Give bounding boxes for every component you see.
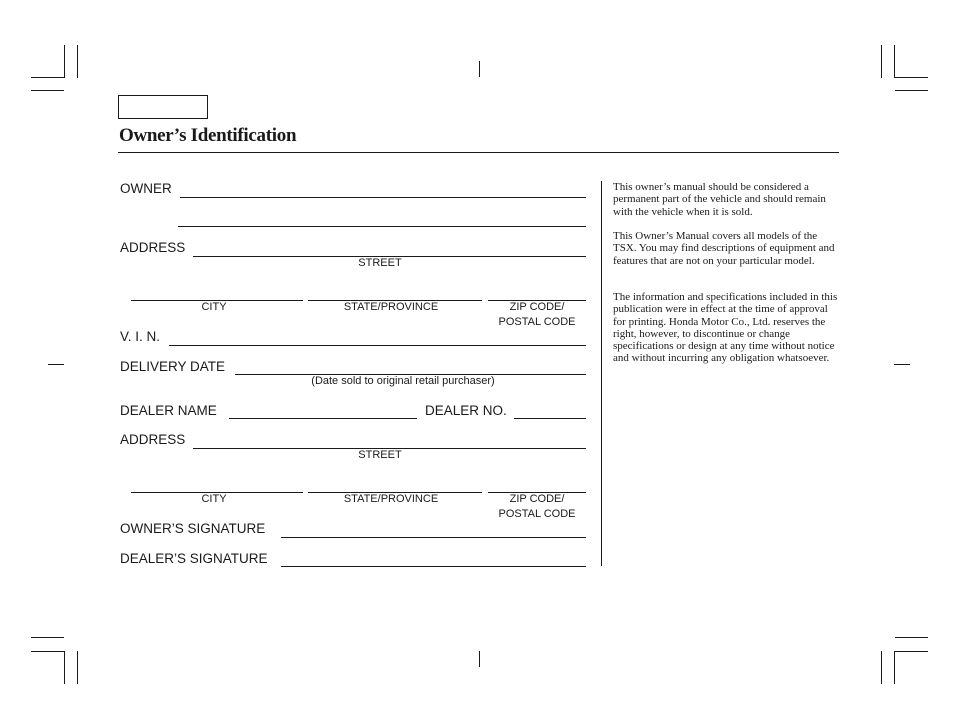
vin-label: V. I. N. bbox=[120, 329, 161, 344]
registration-mark bbox=[479, 61, 480, 77]
crop-mark bbox=[895, 637, 928, 638]
address-label: ADDRESS bbox=[120, 240, 186, 255]
crop-mark bbox=[31, 90, 64, 91]
crop-mark bbox=[895, 90, 928, 91]
crop-mark bbox=[31, 77, 64, 78]
delivery-date-label: DELIVERY DATE bbox=[120, 359, 226, 374]
dealer-name-field[interactable] bbox=[229, 418, 417, 419]
registration-mark bbox=[48, 364, 64, 365]
column-divider bbox=[601, 181, 602, 566]
street-caption: STREET bbox=[358, 257, 402, 269]
owner-field[interactable] bbox=[180, 197, 586, 198]
crop-mark bbox=[894, 45, 895, 78]
crop-mark bbox=[31, 651, 64, 652]
registration-mark bbox=[479, 651, 480, 667]
crop-mark bbox=[881, 651, 882, 684]
delivery-date-note: (Date sold to original retail purchaser) bbox=[311, 375, 495, 387]
crop-mark bbox=[895, 651, 928, 652]
street-caption: STREET bbox=[358, 449, 402, 461]
crop-mark bbox=[31, 637, 64, 638]
dealer-name-label: DEALER NAME bbox=[120, 403, 217, 418]
postal-caption: POSTAL CODE bbox=[498, 508, 576, 520]
sidebar-paragraph: The information and specifications included in this publication were in effect at the time of approval for printing. Honda Motor Co., Ltd. reserves the right, however, to discontinue or change specifications or design at any time without notice and without incurring any obligation whatsoever. bbox=[613, 291, 838, 365]
dealer-no-label: DEALER NO. bbox=[425, 403, 507, 418]
state-caption: STATE/PROVINCE bbox=[343, 493, 439, 505]
crop-mark bbox=[77, 45, 78, 78]
vin-field[interactable] bbox=[169, 345, 586, 346]
crop-mark bbox=[895, 77, 928, 78]
sidebar-paragraph: This Owner’s Manual covers all models of the TSX. You may find descriptions of equipment and features that are not on your particular model. bbox=[613, 230, 835, 267]
zip-caption: ZIP CODE/ bbox=[509, 301, 565, 313]
city-caption: CITY bbox=[201, 301, 227, 313]
city-caption: CITY bbox=[201, 493, 227, 505]
state-caption: STATE/PROVINCE bbox=[343, 301, 439, 313]
owner-label: OWNER bbox=[120, 181, 172, 196]
section-tab-box bbox=[118, 95, 208, 119]
dealer-address-label: ADDRESS bbox=[120, 432, 186, 447]
crop-mark bbox=[894, 651, 895, 684]
title-rule bbox=[118, 152, 839, 153]
owner-signature-field[interactable] bbox=[281, 537, 586, 538]
crop-mark bbox=[64, 45, 65, 78]
crop-mark bbox=[881, 45, 882, 78]
page-title: Owner’s Identification bbox=[119, 125, 297, 146]
postal-caption: POSTAL CODE bbox=[498, 316, 576, 328]
crop-mark bbox=[77, 651, 78, 684]
crop-mark bbox=[64, 651, 65, 684]
dealer-signature-label: DEALER’S SIGNATURE bbox=[120, 551, 268, 566]
dealer-no-field[interactable] bbox=[514, 418, 586, 419]
registration-mark bbox=[894, 364, 910, 365]
dealer-signature-field[interactable] bbox=[281, 566, 586, 567]
zip-caption: ZIP CODE/ bbox=[509, 493, 565, 505]
sidebar-paragraph: This owner’s manual should be considered a permanent part of the vehicle and should remain with the vehicle when it is sold. bbox=[613, 181, 826, 218]
owner-field-line-2[interactable] bbox=[178, 226, 586, 227]
owner-signature-label: OWNER’S SIGNATURE bbox=[120, 521, 266, 536]
